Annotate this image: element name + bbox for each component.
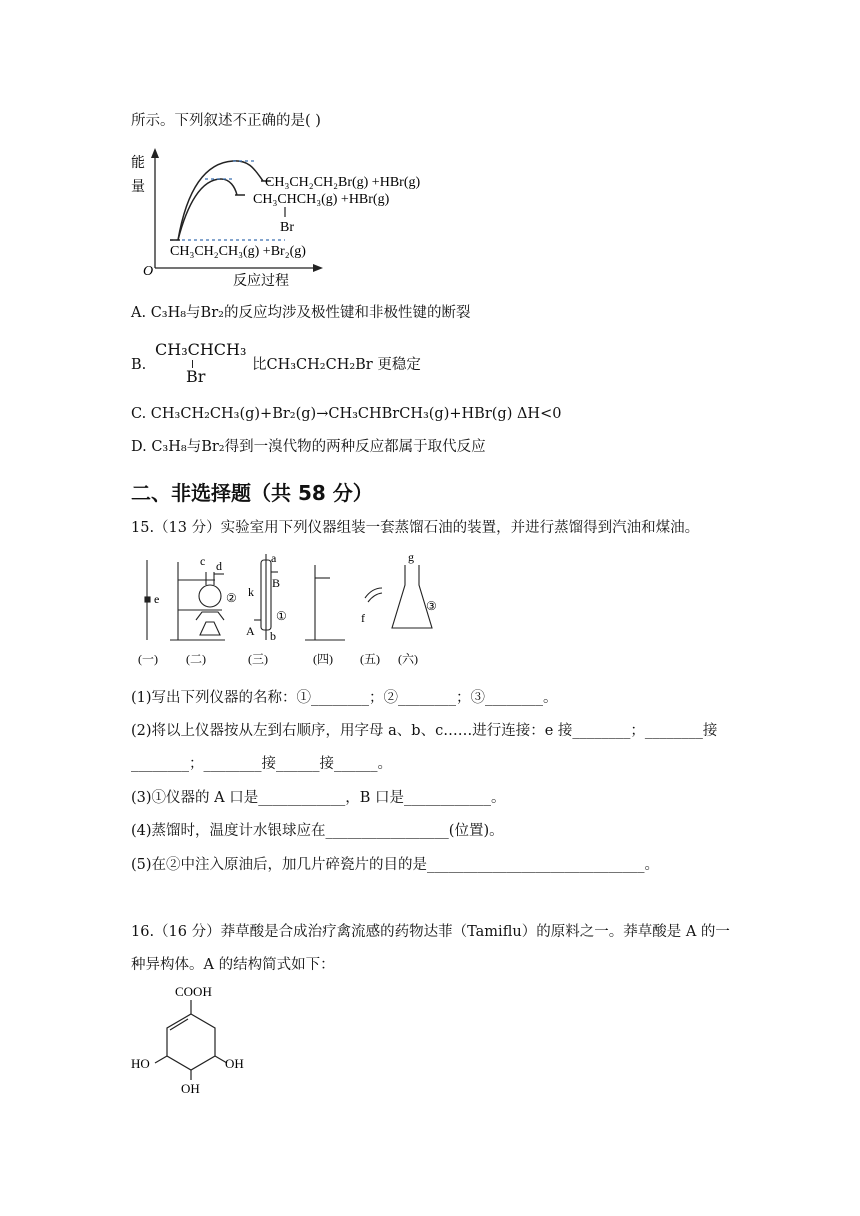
q15-stem: 15.（13 分）实验室用下列仪器组装一套蒸馏石油的装置，并进行蒸馏得到汽油和煤油。 xyxy=(131,520,700,536)
q14-stem-tail: 所示。下列叙述不正确的是( ) xyxy=(131,113,321,129)
apparatus-label-2: (二) xyxy=(186,652,206,666)
option-b-structure-top: CH₃CHCH₃ xyxy=(155,340,247,359)
apparatus-label-1: (一) xyxy=(138,652,158,666)
label-f: f xyxy=(361,611,365,625)
option-b-text: 比CH₃CH₂CH₂Br 更稳定 xyxy=(252,357,421,373)
product-top-label: CH₃CH₂CH₂Br(g) +HBr(g) xyxy=(265,175,421,190)
q15-line-2: (2)将以上仪器按从左到右顺序，用字母 a、b、c……进行连接：e 接________；________接 xyxy=(131,723,718,739)
label-d: d xyxy=(216,559,222,573)
apparatus-label-3: (三) xyxy=(248,652,268,666)
q15-line-4: (3)①仪器的 A 口是____________，B 口是____________。 xyxy=(131,790,506,806)
apparatus-label-6: (六) xyxy=(398,652,418,666)
structure-bottom: OH xyxy=(181,1081,200,1096)
label-3: ③ xyxy=(426,599,437,613)
option-b-label: B. xyxy=(131,357,147,373)
apparatus-figure xyxy=(130,550,450,670)
label-k: k xyxy=(248,585,254,599)
q16-stem-line1: 16.（16 分）莽草酸是合成治疗禽流感的药物达菲（Tamiflu）的原料之一。莽草酸是 A 的一 xyxy=(131,924,730,940)
energy-diagram xyxy=(125,145,455,295)
section-title: 二、非选择题（共 58 分） xyxy=(131,481,373,505)
product-mid-label: CH₃CHCH₃(g) +HBr(g) xyxy=(253,192,390,207)
option-b-structure-sub: Br xyxy=(186,367,206,386)
option-a: A. C₃H₈与Br₂的反应均涉及极性键和非极性键的断裂 xyxy=(131,305,471,321)
option-b-structure xyxy=(155,340,247,386)
q15-line-3: ________；________接______接______。 xyxy=(131,756,392,772)
y-axis-label-1: 能 xyxy=(131,156,145,171)
reactant-label: CH₃CH₂CH₃(g) +Br₂(g) xyxy=(170,244,306,259)
label-b: b xyxy=(270,629,276,643)
label-a: a xyxy=(271,551,277,565)
label-2: ② xyxy=(226,591,237,605)
label-g: g xyxy=(408,550,414,564)
option-c: C. CH₃CH₂CH₃(g)+Br₂(g)→CH₃CHBrCH₃(g)+HBr(g) ΔH<0 xyxy=(131,406,562,422)
curve-secondary xyxy=(178,179,237,240)
structure-top: COOH xyxy=(175,984,212,999)
label-e: e xyxy=(154,592,160,606)
structure-left: HO xyxy=(131,1056,150,1071)
option-d: D. C₃H₈与Br₂得到一溴代物的两种反应都属于取代反应 xyxy=(131,439,486,455)
q15-line-1: (1)写出下列仪器的名称：①________；②________；③________。 xyxy=(131,690,558,706)
y-axis-label-2: 量 xyxy=(131,180,145,195)
label-A: A xyxy=(246,624,255,638)
structure-right: OH xyxy=(225,1056,244,1071)
apparatus-label-4: (四) xyxy=(313,652,333,666)
origin-label: O xyxy=(143,264,154,279)
q15-line-5: (4)蒸馏时，温度计水银球应在_________________(位置)。 xyxy=(131,823,504,839)
label-B: B xyxy=(272,576,281,590)
structure-a xyxy=(125,980,265,1100)
curve-primary xyxy=(178,161,263,240)
q16-stem-line2: 种异构体。A 的结构简式如下： xyxy=(131,957,335,973)
label-1: ① xyxy=(276,609,287,623)
x-axis-label: 反应过程 xyxy=(233,274,289,289)
q15-line-6: (5)在②中注入原油后，加几片碎瓷片的目的是______________________________。 xyxy=(131,857,660,873)
product-mid-sub: Br xyxy=(280,220,294,235)
apparatus-label-5: (五) xyxy=(360,652,380,666)
label-c: c xyxy=(200,554,206,568)
